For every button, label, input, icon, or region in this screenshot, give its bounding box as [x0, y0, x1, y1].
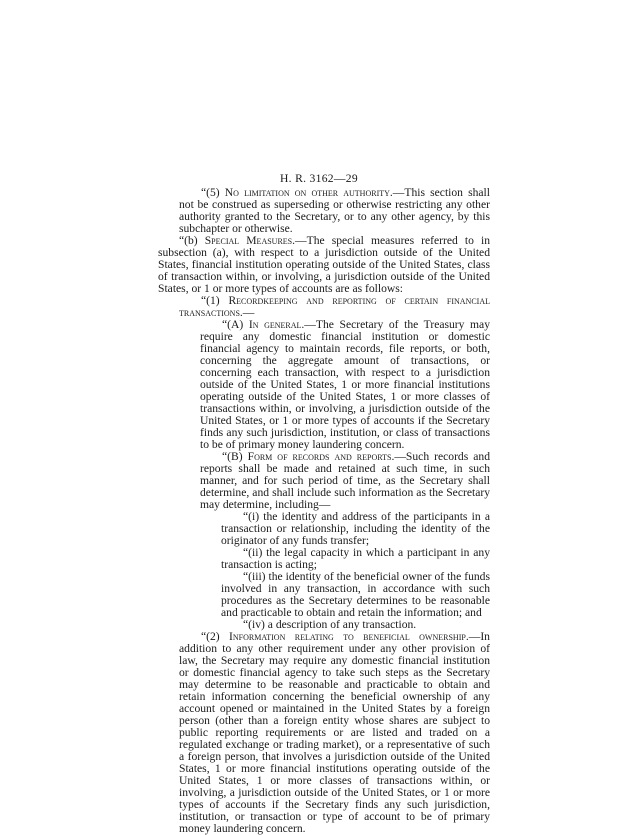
paragraph-B-form-of-records	[200, 451, 490, 511]
paragraph-lead: “(b)	[179, 234, 205, 247]
paragraph-heading: Information relating to beneficial ownership	[229, 630, 466, 643]
paragraph-text: .—The special measures referred to in subsection (a), with respect to a jurisdiction outside of the United States, financial institution operating outside of the United States, class of transaction within, or involving, a jurisdiction outside of the United States, or 1 or more types of accounts are as follows:	[158, 234, 490, 295]
paragraph-lead: “(2)	[201, 630, 230, 643]
paragraph-lead: “(1)	[201, 294, 229, 307]
paragraph-5-no-limitation	[179, 187, 490, 235]
clause-ii-legal-capacity: “(ii) the legal capacity in which a participant in any transaction is acting;	[221, 546, 490, 571]
paragraph-b-special-measures	[158, 235, 490, 295]
paragraph-text: .—	[239, 306, 255, 319]
paragraph-heading: In general	[248, 318, 302, 331]
clause-i-identity: “(i) the identity and address of the participants in a transaction or relationship, including the identity of the originator of any funds transfer;	[221, 510, 490, 547]
paragraph-2-beneficial-ownership	[179, 631, 490, 835]
paragraph-heading: Recordkeeping and reporting of certain financial transactions	[179, 294, 490, 319]
page-header: H. R. 3162—29	[280, 172, 358, 185]
paragraph-text: .—In addition to any other requirement under any other provision of law, the Secretary may require any domestic financial institution or domestic financial agency to take such steps as the Secretary may determine to be reasonable and practicable to obtain and retain information concerning the beneficial ownership of any account opened or maintained in the United States by a foreign person (other than a foreign entity whose shares are subject to public reporting requirements or are listed and traded on a regulated exchange or trading market), or a representative of such a foreign person, that involves a jurisdiction outside of the United States, 1 or more financial institutions operating outside of the United States, 1 or more classes of transactions within, or involving, a jurisdiction outside of the United States, or 1 or more types of accounts if the Secretary finds any such jurisdiction, institution, or transaction or type of account to be of primary money laundering concern.	[179, 630, 490, 835]
paragraph-A-in-general	[200, 319, 490, 451]
paragraph-heading: No limitation on other authority	[224, 186, 390, 199]
paragraph-1-recordkeeping	[179, 295, 490, 319]
paragraph-lead: “(5)	[201, 186, 225, 199]
paragraph-text: .—The Secretary of the Treasury may require any domestic financial institution or domestic financial agency to maintain records, file reports, or both, concerning the aggregate amount of transactions, or concerning each transaction, with respect to a jurisdiction outside of the United States, 1 or more financial institutions operating outside of the United States, 1 or more classes of transactions within, or involving, a jurisdiction outside of the United States, or 1 or more types of accounts if the Secretary finds any such jurisdiction, institution, or class of transactions to be of primary money laundering concern.	[200, 318, 491, 451]
paragraph-heading: Form of records and reports	[247, 450, 392, 463]
clause-iv-description: “(iv) a description of any transaction.	[243, 618, 417, 631]
clause-iii-beneficial-owner: “(iii) the identity of the beneficial owner of the funds involved in any transaction, in accordance with such procedures as the Secretary determines to be reasonable and practicable to obtain and retain the information; and	[221, 570, 490, 619]
paragraph-text: .—This section shall not be construed as superseding or otherwise restricting any other authority granted to the Secretary, or to any other agency, by this subchapter or otherwise.	[179, 186, 490, 235]
paragraph-text: .—Such records and reports shall be made and retained at such time, in such manner, and for such period of time, as the Secretary shall determine, and shall include such information as the Secretary may determine, including—	[200, 450, 490, 511]
paragraph-lead: “(A)	[222, 318, 249, 331]
paragraph-lead: “(B)	[222, 450, 248, 463]
document-body	[158, 187, 490, 835]
paragraph-heading: Special Measures	[204, 234, 293, 247]
